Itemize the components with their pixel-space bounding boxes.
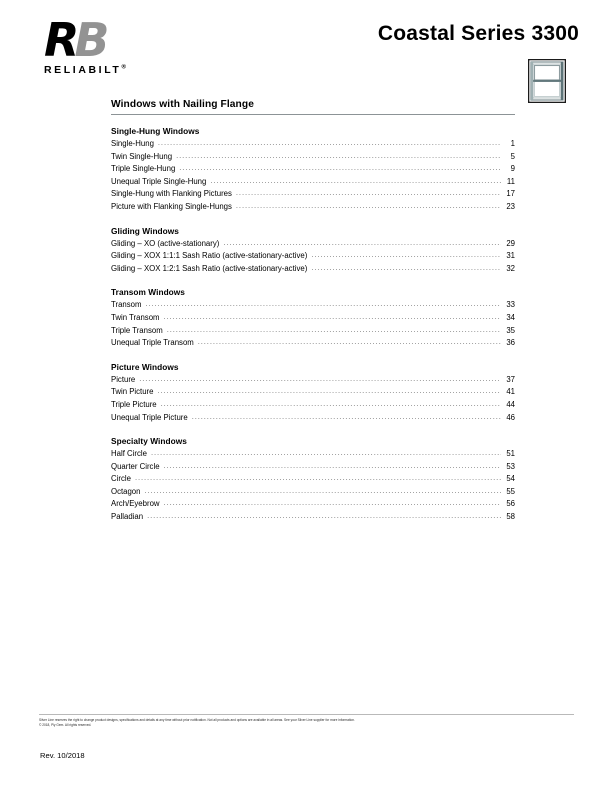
- footer-disclaimer: [39, 718, 577, 727]
- toc-entry-label: Gliding – XOX 1:1:1 Sash Ratio (active-stationary-active): [111, 251, 308, 261]
- toc-entry[interactable]: [111, 498, 515, 511]
- toc-entry-page-number: 51: [506, 449, 515, 459]
- toc-section-title: Specialty Windows: [111, 436, 187, 447]
- toc-entry-label: Twin Single-Hung: [111, 151, 173, 161]
- toc-entry-page-number: 36: [506, 338, 515, 348]
- toc-entry-leader: [158, 140, 501, 151]
- toc-entry-label: Single-Hung: [111, 139, 154, 148]
- toc-entry-page-number: 9: [510, 164, 515, 174]
- toc-entry-leader: [176, 152, 501, 163]
- toc-entry-leader: [192, 413, 501, 424]
- toc-entry[interactable]: [111, 151, 515, 164]
- toc-entry-leader: [198, 339, 501, 350]
- toc-entry-label: Triple Single-Hung: [111, 164, 176, 174]
- document-title: Coastal Series 3300: [377, 22, 579, 45]
- toc-entry-leader: [311, 252, 501, 263]
- toc-entry-page-number: 17: [506, 189, 515, 199]
- logo-wordmark-text: RELIABILT: [44, 64, 122, 76]
- toc-entry-leader: [164, 462, 501, 473]
- toc-heading-rule: [111, 114, 515, 115]
- toc-entry-page-number: 37: [506, 374, 515, 384]
- toc-entry[interactable]: [111, 263, 515, 276]
- toc-entry-leader: [161, 401, 501, 412]
- toc-entry-label: Gliding – XOX 1:2:1 Sash Ratio (active-stationary-active): [111, 263, 308, 273]
- toc-entry-leader: [139, 375, 501, 386]
- toc-entry-page-number: 41: [506, 387, 515, 397]
- logo-letter-b: B: [74, 13, 108, 67]
- toc-section-title: Gliding Windows: [111, 225, 179, 236]
- toc-entry-page-number: 44: [506, 399, 515, 409]
- footer-revision: Rev. 10/2018: [40, 751, 85, 760]
- toc-entry-page-number: 34: [506, 312, 515, 322]
- toc-entry-label: Unequal Triple Single-Hung: [111, 176, 207, 186]
- toc-entry-page-number: 35: [506, 325, 515, 335]
- table-of-contents: [111, 99, 515, 536]
- toc-entry-label: Triple Picture: [111, 399, 157, 409]
- toc-entry-page-number: 32: [506, 263, 515, 273]
- toc-entry-label: Single-Hung with Flanking Pictures: [111, 189, 232, 199]
- toc-entry-leader: [210, 177, 501, 188]
- toc-entry-leader: [145, 301, 501, 312]
- toc-entry[interactable]: [111, 337, 515, 350]
- toc-entry-label: Octagon: [111, 486, 141, 496]
- toc-entry-label: Arch/Eyebrow: [111, 499, 160, 509]
- toc-entry[interactable]: [111, 201, 515, 214]
- toc-entry[interactable]: [111, 250, 515, 263]
- toc-entry[interactable]: [111, 486, 515, 499]
- logo-mark: [44, 13, 164, 67]
- toc-entry[interactable]: [111, 461, 515, 474]
- toc-entry-leader: [135, 475, 501, 486]
- toc-entry-leader: [236, 190, 501, 201]
- toc-entry-label: Picture: [111, 374, 136, 384]
- toc-entry-leader: [311, 264, 501, 275]
- toc-section: [111, 126, 515, 214]
- toc-entry-label: Twin Picture: [111, 387, 154, 397]
- toc-section-title: Single-Hung Windows: [111, 126, 200, 136]
- toc-section-title: Picture Windows: [111, 361, 179, 372]
- toc-entry-label: Unequal Triple Transom: [111, 338, 194, 348]
- toc-entry-leader: [167, 326, 501, 337]
- toc-entry[interactable]: [111, 299, 515, 312]
- toc-entry-label: Picture with Flanking Single-Hungs: [111, 201, 232, 211]
- toc-section: [111, 436, 515, 524]
- footer-disclaimer-text: Silver Line reserves the right to change product designs, specifications and details at any time without prior notification. Not all products and options are available in all areas. See your Silver Line supplier for more information.: [39, 718, 355, 722]
- toc-entry-leader: [164, 500, 501, 511]
- toc-entry-page-number: 31: [506, 251, 515, 261]
- toc-entry-label: Transom: [111, 300, 142, 310]
- toc-entry-leader: [223, 239, 501, 250]
- footer-divider: [39, 714, 574, 715]
- toc-entry-label: Gliding – XO (active-stationary): [111, 238, 220, 248]
- toc-entry-label: Palladian: [111, 512, 144, 522]
- toc-entry[interactable]: [111, 473, 515, 486]
- toc-entry-leader: [144, 487, 501, 498]
- toc-entry[interactable]: [111, 138, 515, 151]
- toc-entry-leader: [151, 450, 501, 461]
- toc-entry-page-number: 11: [506, 176, 515, 186]
- toc-entry-page-number: 56: [506, 499, 515, 509]
- page-header: [0, 0, 612, 110]
- toc-entry-leader: [179, 165, 501, 176]
- toc-section-list: [111, 126, 515, 524]
- toc-entry-page-number: 1: [510, 139, 515, 148]
- toc-section-title: Transom Windows: [111, 287, 185, 298]
- toc-entry[interactable]: [111, 163, 515, 176]
- toc-entry[interactable]: [111, 412, 515, 425]
- toc-entry[interactable]: [111, 176, 515, 189]
- toc-entry-page-number: 46: [506, 412, 515, 422]
- toc-entry-page-number: 29: [506, 238, 515, 248]
- toc-entry-label: Quarter Circle: [111, 461, 160, 471]
- toc-entry-page-number: 33: [506, 300, 515, 310]
- toc-section: [111, 226, 515, 276]
- logo-letter-r: R: [44, 13, 78, 67]
- toc-entry-page-number: 54: [506, 474, 515, 484]
- toc-entry-label: Twin Transom: [111, 312, 160, 322]
- logo-wordmark: [44, 64, 164, 76]
- footer-copyright: © 2018, Ply Gem. All rights reserved.: [39, 722, 92, 727]
- toc-entry-label: Circle: [111, 474, 131, 484]
- toc-entry[interactable]: [111, 312, 515, 325]
- toc-entry[interactable]: [111, 374, 515, 387]
- toc-entry-page-number: 5: [510, 151, 515, 161]
- toc-entry[interactable]: [111, 238, 515, 251]
- toc-entry-page-number: 23: [506, 201, 515, 211]
- single-hung-window-icon: [528, 59, 566, 103]
- toc-entry[interactable]: [111, 448, 515, 461]
- toc-entry[interactable]: [111, 399, 515, 412]
- toc-section: [111, 287, 515, 349]
- toc-entry-leader: [236, 203, 501, 214]
- toc-entry-leader: [164, 314, 501, 325]
- toc-entry-page-number: 53: [506, 461, 515, 471]
- toc-entry-label: Half Circle: [111, 449, 147, 459]
- reliabilt-logo: [44, 13, 164, 76]
- toc-section: [111, 362, 515, 424]
- toc-entry-label: Triple Transom: [111, 325, 163, 335]
- registered-trademark-icon: ®: [121, 64, 126, 71]
- toc-entry-page-number: 58: [506, 512, 515, 522]
- toc-entry-leader: [147, 513, 501, 524]
- toc-entry[interactable]: [111, 325, 515, 338]
- toc-entry[interactable]: [111, 386, 515, 399]
- toc-entry-leader: [157, 388, 501, 399]
- toc-heading: Windows with Nailing Flange: [111, 99, 254, 110]
- toc-entry[interactable]: [111, 188, 515, 201]
- toc-entry[interactable]: [111, 511, 515, 524]
- toc-entry-label: Unequal Triple Picture: [111, 412, 188, 422]
- toc-entry-page-number: 55: [506, 486, 515, 496]
